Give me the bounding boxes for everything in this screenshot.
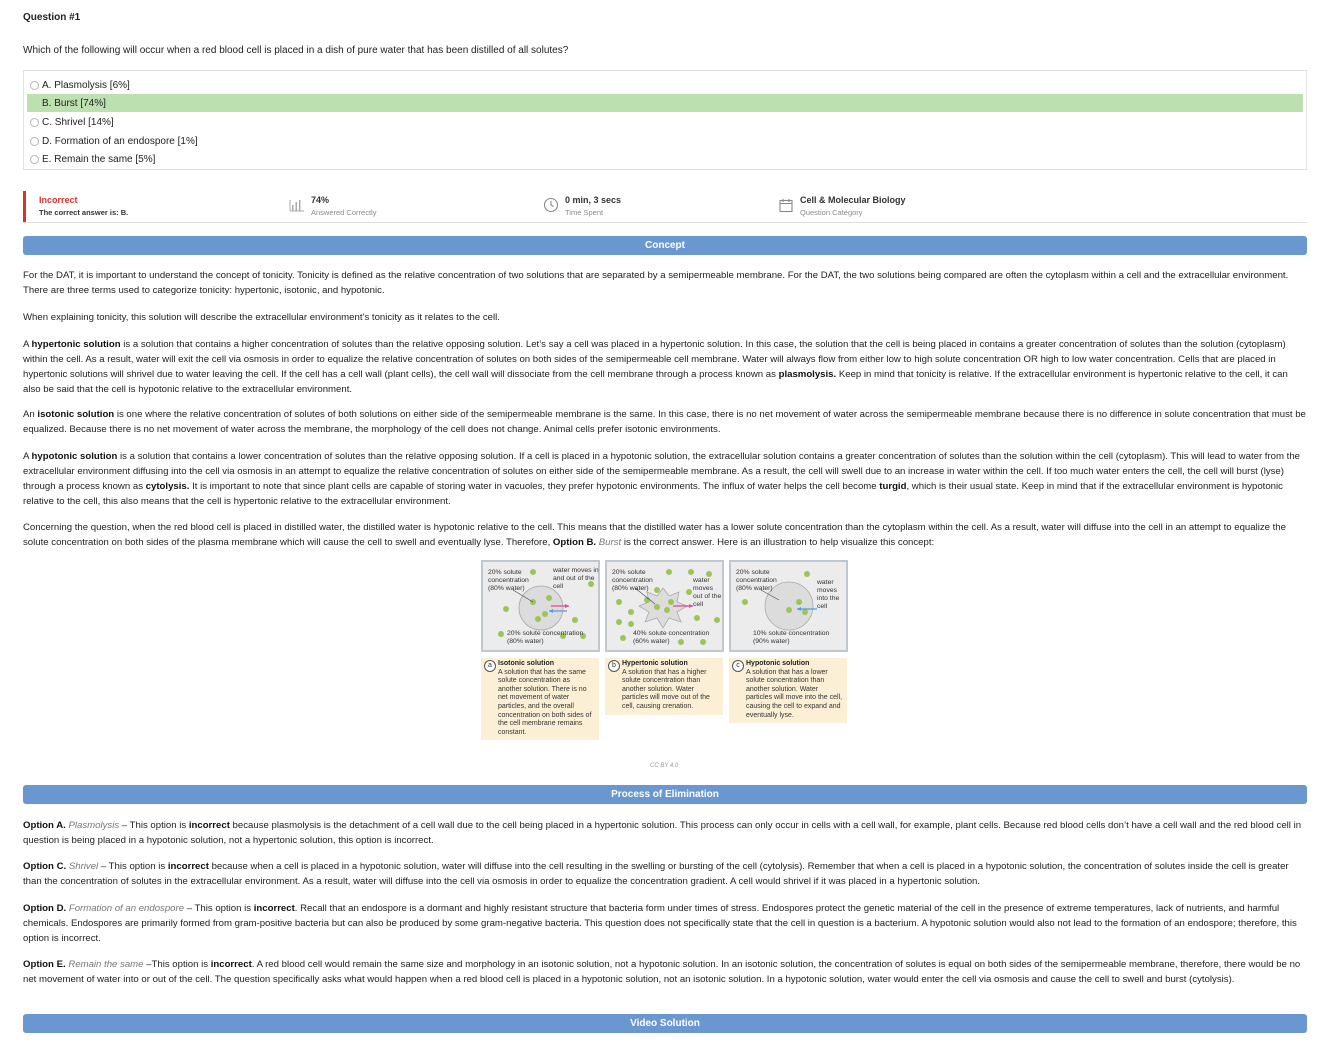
option-a[interactable]	[27, 76, 1303, 94]
concept-paragraph-1: For the DAT, it is important to understand the concept of tonicity. Tonicity is defined as the relative concentration of two solutions that are separated by a semipermeable membrane. For the DAT, the two solutions being compared are often the cytoplasm within a cell and the extracellular environment. There are three terms used to categorize tonicity: hypertonic, isotonic, and hypotonic.	[23, 270, 1289, 296]
hypotonic-panel	[729, 560, 848, 652]
concept-paragraph-answer: Concerning the question, when the red blood cell is placed in distilled water, the distilled water is hypotonic relative to the cell. This means that the distilled water has a lower solute concentration than the cytoplasm within the cell. As a result, water will diffuse into the cell in an attempt to equalize the solute concentration on both sides of the plasma membrane which will cause the cell to swell and eventually lyse. Therefore, Option B. Burst is the correct answer. Here is an illustration to help visualize this concept:	[23, 522, 1286, 548]
hypertonic-caption	[605, 658, 723, 715]
option-label: D. Formation of an endospore [1%]	[42, 135, 198, 147]
percent-value: 74%	[311, 195, 330, 205]
elimination-option-a: Option A. Plasmolysis – This option is incorrect because plasmolysis is the detachment of a cell wall due to the cell being placed in a hypertonic solution. This process can only occur in cells with a cell wall, for example, plant cells. Because red blood cells don’t have a cell wall and the red blood cell in question is being placed in a hypotonic solution, not a hypertonic solution, this option is incorrect.	[23, 820, 1302, 846]
caption-text: A solution that has the same solute concentration as another solution. There is no net movement of water particles, and the overall concentration on both sides of the cell membrane remains constant.	[498, 668, 592, 736]
option-label: E. Remain the same [5%]	[42, 153, 156, 165]
category-label: Question Category	[800, 208, 863, 217]
concept-paragraph-isotonic: An isotonic solution is one where the relative concentration of solutes of both solutions on either side of the semipermeable membrane is the same. In this case, there is no net movement of water across the semipermeable membrane because there is no difference in solute concentration that must be equalized. Because there is no net movement of water across the membrane, the morphology of the cell does not change. Animal cells prefer isotonic environments.	[23, 409, 1306, 435]
calendar-icon	[778, 197, 794, 213]
result-text: Incorrect	[39, 195, 78, 205]
correct-answer-text: The correct answer is: B.	[39, 208, 129, 217]
time-label: Time Spent	[565, 208, 604, 217]
option-b-correct[interactable]	[27, 94, 1303, 112]
category-stat	[800, 195, 906, 217]
incorrect-indicator	[23, 191, 26, 222]
panel-top-left: 20% solute concentration (80% water)	[736, 569, 777, 592]
category-value: Cell & Molecular Biology	[800, 195, 906, 205]
time-value: 0 min, 3 secs	[565, 195, 622, 205]
elimination-option-c: Option C. Shrivel – This option is incorrect because when a cell is placed in a hypotonic solution, water will diffuse into the cell resulting in the swelling or bursting of the cell (cytolysis). Remember that when a cell is placed in a hypotonic solution, the concentration of solutes inside the cell is greater than the concentration of solutes in the extracellular environment. As a result, water will diffuse into the cell via osmosis in order to equalize the concentration gradient. A cell would shrivel if it was placed in a hypertonic solution.	[23, 861, 1289, 887]
isotonic-caption	[481, 658, 599, 740]
tonicity-illustration	[481, 560, 851, 755]
concept-paragraph-hypertonic: A hypertonic solution is a solution that contains a higher concentration of solutes than the relative opposing solution. Let’s say a cell was placed in a hypertonic solution. In this case, the solution that the cell is being placed in contains a greater concentration of solutes than the solution (cytoplasm) within the cell. As a result, water will exit the cell via osmosis in order to equalize the relative concentration of solutes on both sides of the semipermeable cell membrane. Water will always flow from either low to high solute concentration OR high to low water concentration. Cells that are placed in hypertonic solutions will shrivel due to water leaving the cell. If the cell has a cell wall (plant cells), the cell wall will dissociate from the cell membrane through a process known as plasmolysis. Keep in mind that tonicity is relative. If the extracellular environment is hypertonic relative to the cell, it can also be said that the cell is hypotonic relative to the extracellular environment.	[23, 339, 1288, 395]
caption-title: Isotonic solution	[498, 660, 554, 667]
caption-text: A solution that has a lower solute concentration than another solution. Water particles will move into the cell, causing the cell to expand and eventually lyse.	[746, 668, 843, 719]
radio-icon[interactable]	[30, 118, 39, 127]
caption-title: Hypertonic solution	[622, 660, 688, 667]
question-title: Question #1	[23, 12, 81, 23]
percent-label: Answered Correctly	[311, 208, 377, 217]
question-text: Which of the following will occur when a red blood cell is placed in a dish of pure water that has been distilled of all solutes?	[23, 45, 569, 56]
result-stats	[23, 191, 1307, 223]
elimination-header[interactable]: Process of Elimination	[23, 785, 1307, 804]
hypotonic-caption	[729, 658, 847, 723]
option-d[interactable]	[27, 132, 1303, 150]
caption-title: Hypotonic solution	[746, 660, 810, 667]
image-credit: CC BY 4.0	[650, 763, 679, 769]
hypertonic-panel	[605, 560, 724, 652]
panel-top-right: water moves into the cell	[817, 579, 840, 610]
concept-paragraph-hypotonic: A hypotonic solution is a solution that contains a lower concentration of solutes than the relative opposing solution. If a cell is placed in a hypotonic solution, the extracellular solution contains a greater concentration of solutes than the solution within the cell (cytoplasm). This will lead to water from the extracellular environment diffusing into the cell via osmosis in an attempt to equalize the relative concentration of solutes on either side of the semipermeable membrane. As a result, the cell will swell due to an increase in water within the cell. If too much water enters the cell, the cell will burst (lyse) through a process known as cytolysis. It is important to note that since plant cells are capable of storing water in vacuoles, they prefer hypotonic environments. The influx of water helps the cell become turgid, which is their usual state. Keep in mind that if the extracellular environment is hypotonic relative to the cell, this also means that the cell is hypertonic relative to the extracellular environment.	[23, 451, 1300, 507]
panel-top-left: 20% solute concentration (80% water)	[612, 569, 653, 592]
percent-stat	[311, 195, 376, 217]
option-e[interactable]	[27, 150, 1303, 168]
caption-letter: a	[484, 660, 496, 672]
radio-icon[interactable]	[30, 155, 39, 164]
option-label: B. Burst [74%]	[42, 97, 106, 109]
option-label: A. Plasmolysis [6%]	[42, 79, 130, 91]
panel-top-left: 20% solute concentration (80% water)	[488, 569, 529, 592]
panel-bottom: 10% solute concentration (90% water)	[753, 630, 830, 645]
clock-icon	[543, 197, 559, 213]
time-stat	[565, 195, 621, 217]
concept-paragraph-2: When explaining tonicity, this solution will describe the extracellular environment’s tonicity as it relates to the cell.	[23, 312, 500, 323]
caption-letter: c	[732, 660, 744, 672]
concept-header[interactable]: Concept	[23, 236, 1307, 255]
result-stat	[39, 195, 128, 217]
bar-chart-icon	[289, 197, 305, 213]
option-c[interactable]	[27, 113, 1303, 131]
radio-icon[interactable]	[30, 137, 39, 146]
panel-top-right: water moves out of the cell	[693, 577, 722, 608]
radio-icon[interactable]	[30, 81, 39, 90]
caption-text: A solution that has a higher solute concentration than another solution. Water particles will move out of the cell, causing crenation.	[622, 668, 710, 710]
radio-icon[interactable]	[30, 99, 39, 108]
option-label: C. Shrivel [14%]	[42, 116, 114, 128]
panel-top-right: water moves in and out of the cell	[553, 567, 599, 590]
panel-bottom: 40% solute concentration (60% water)	[633, 630, 710, 645]
panel-bottom: 20% solute concentration (80% water)	[507, 630, 584, 645]
elimination-option-d: Option D. Formation of an endospore – This option is incorrect. Recall that an endospore is a dormant and highly resistant structure that bacteria form under times of stress. Endospores protect the genetic material of the cell in the presence of extreme temperatures, lack of nutrients, and harmful chemicals. Endospores are primarily formed from gram-positive bacteria but can also be produced by some gram-negative bacteria. This question does not specifically state that the cell in question is a bacterium. A hypotonic solution would also not lead to the formation of an endospore; therefore, this option is incorrect.	[23, 903, 1297, 944]
video-solution-header[interactable]: Video Solution	[23, 1014, 1307, 1033]
isotonic-panel	[481, 560, 600, 652]
caption-letter: b	[608, 660, 620, 672]
answer-options	[23, 70, 1307, 170]
elimination-option-e: Option E. Remain the same –This option is incorrect. A red blood cell would remain the same size and morphology in an isotonic solution, not a hypotonic solution. In an isotonic solution, the concentration of solutes is equal on both sides of the semipermeable membrane, therefore, there would be no net movement of water into or out of the cell. The question specifically asks what would happen when a red blood cell is placed in a hypotonic solution, not an isotonic solution. In a hypotonic solution, water would enter the cell via osmosis and cause the cell to swell and burst (cytolysis).	[23, 959, 1301, 985]
